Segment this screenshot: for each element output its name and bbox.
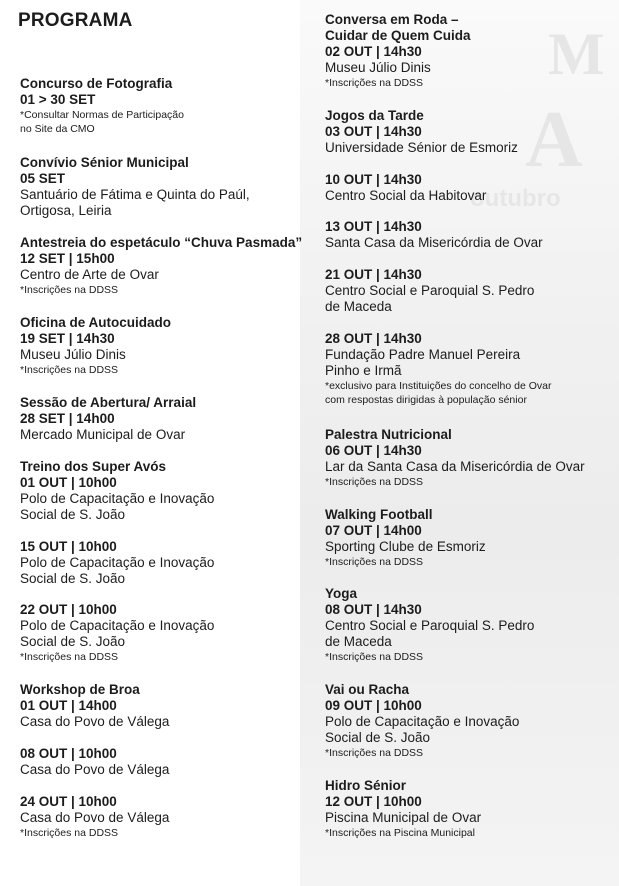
event-name: Conversa em Roda – — [325, 12, 459, 27]
event-place: de Maceda — [325, 299, 392, 314]
event-note: *Inscrições na Piscina Municipal — [325, 827, 475, 839]
event-name: Convívio Sénior Municipal — [20, 155, 189, 170]
event-date: 01 > 30 SET — [20, 92, 96, 107]
event-place: Mercado Municipal de Ovar — [20, 427, 186, 442]
background-letter-a: A — [525, 96, 583, 184]
event-place: Centro Social e Paroquial S. Pedro — [325, 618, 535, 633]
event-note: *Inscrições na DDSS — [20, 651, 119, 663]
event-note: *Inscrições na DDSS — [325, 77, 424, 89]
event-jogos-session-3 — [325, 219, 615, 251]
event-palestra-nutricional — [325, 427, 615, 489]
event-name: Antestreia do espetáculo “Chuva Pasmada” — [20, 235, 303, 250]
background-word: outubro — [470, 185, 561, 212]
event-oficina-autocuidado — [20, 315, 305, 377]
event-date: 12 SET | 15h00 — [20, 251, 115, 266]
event-date: 01 OUT | 14h00 — [20, 698, 117, 713]
event-place: Lar da Santa Casa da Misericórdia de Ovar — [325, 459, 585, 474]
event-note: *Inscrições na DDSS — [20, 827, 119, 839]
event-place: Casa do Povo de Válega — [20, 810, 170, 825]
event-note: no Site da CMO — [20, 123, 95, 135]
page-title: PROGRAMA — [18, 10, 133, 31]
event-name: Treino dos Super Avós — [20, 459, 167, 474]
event-name: Hidro Sénior — [325, 778, 407, 793]
event-place: Sporting Clube de Esmoriz — [325, 539, 486, 554]
event-date: 02 OUT | 14h30 — [325, 44, 422, 59]
event-note: *Consultar Normas de Participação — [20, 109, 184, 121]
event-treino-session-2 — [20, 539, 305, 587]
event-walking-football — [325, 507, 615, 569]
event-name: Workshop de Broa — [20, 682, 140, 697]
event-jogos-session-2 — [325, 172, 615, 204]
event-name: Walking Football — [325, 507, 433, 522]
event-place: Polo de Capacitação e Inovação — [20, 491, 215, 506]
event-name: Cuidar de Quem Cuida — [325, 28, 471, 43]
event-name: Concurso de Fotografia — [20, 76, 173, 91]
event-workshop-broa — [20, 682, 305, 730]
event-note: *Inscrições na DDSS — [20, 284, 119, 296]
event-place: Museu Júlio Dinis — [325, 60, 431, 75]
event-place: Universidade Sénior de Esmoriz — [325, 140, 518, 155]
event-convivio-senior — [20, 155, 305, 219]
event-place: de Maceda — [325, 634, 392, 649]
event-place: Casa do Povo de Válega — [20, 762, 170, 777]
event-broa-session-3 — [20, 794, 305, 840]
event-name: Sessão de Abertura/ Arraial — [20, 395, 197, 410]
event-name: Jogos da Tarde — [325, 108, 424, 123]
event-date: 21 OUT | 14h30 — [325, 267, 422, 282]
event-date: 08 OUT | 14h30 — [325, 602, 422, 617]
event-broa-session-2 — [20, 746, 305, 778]
event-note: *Inscrições na DDSS — [325, 476, 424, 488]
event-place: Social de S. João — [20, 634, 126, 649]
event-date: 06 OUT | 14h30 — [325, 443, 422, 458]
event-place: Social de S. João — [325, 730, 431, 745]
event-concurso-fotografia — [20, 76, 305, 136]
event-date: 01 OUT | 10h00 — [20, 475, 117, 490]
event-place: Polo de Capacitação e Inovação — [325, 714, 520, 729]
event-name: Vai ou Racha — [325, 682, 410, 697]
event-date: 28 SET | 14h00 — [20, 411, 115, 426]
event-date: 09 OUT | 10h00 — [325, 698, 422, 713]
event-jogos-da-tarde — [325, 108, 615, 156]
event-note: *Inscrições na DDSS — [20, 364, 119, 376]
event-date: 28 OUT | 14h30 — [325, 331, 422, 346]
event-name: Oficina de Autocuidado — [20, 315, 172, 330]
event-place: Centro Social da Habitovar — [325, 188, 487, 203]
event-place: Ortigosa, Leiria — [20, 203, 112, 218]
event-date: 05 SET — [20, 171, 66, 186]
event-place: Fundação Padre Manuel Pereira — [325, 347, 521, 362]
event-note: *Inscrições na DDSS — [325, 747, 424, 759]
event-name: Palestra Nutricional — [325, 427, 452, 442]
event-note: *Inscrições na DDSS — [325, 651, 424, 663]
event-jogos-session-4 — [325, 267, 615, 315]
event-note: com respostas dirigidas à população sénior — [325, 394, 527, 406]
event-jogos-session-5 — [325, 331, 615, 407]
event-place: Casa do Povo de Válega — [20, 714, 170, 729]
event-place: Social de S. João — [20, 507, 126, 522]
event-date: 10 OUT | 14h30 — [325, 172, 422, 187]
event-date: 22 OUT | 10h00 — [20, 602, 117, 617]
event-place: Centro Social e Paroquial S. Pedro — [325, 283, 535, 298]
event-date: 08 OUT | 10h00 — [20, 746, 117, 761]
event-hidro-senior — [325, 778, 615, 840]
event-treino-session-3 — [20, 602, 305, 664]
event-place: Santuário de Fátima e Quinta do Paúl, — [20, 187, 250, 202]
event-sessao-abertura — [20, 395, 305, 443]
event-antestreia — [20, 235, 305, 297]
event-date: 24 OUT | 10h00 — [20, 794, 117, 809]
event-conversa-em-roda — [325, 12, 615, 90]
event-yoga — [325, 586, 615, 664]
event-name: Yoga — [325, 586, 358, 601]
event-place: Santa Casa da Misericórdia de Ovar — [325, 235, 543, 250]
event-place: Piscina Municipal de Ovar — [325, 810, 482, 825]
event-date: 07 OUT | 14h00 — [325, 523, 422, 538]
event-place: Social de S. João — [20, 571, 126, 586]
event-date: 15 OUT | 10h00 — [20, 539, 117, 554]
event-vai-ou-racha — [325, 682, 615, 760]
event-place: Pinho e Irmã — [325, 363, 402, 378]
event-place: Museu Júlio Dinis — [20, 347, 126, 362]
event-place: Polo de Capacitação e Inovação — [20, 618, 215, 633]
event-date: 19 SET | 14h30 — [20, 331, 115, 346]
event-date: 13 OUT | 14h30 — [325, 219, 422, 234]
event-date: 03 OUT | 14h30 — [325, 124, 422, 139]
event-place: Centro de Arte de Ovar — [20, 267, 159, 282]
background-letter-m: M — [548, 21, 605, 87]
event-note: *exclusivo para Instituições do concelho de Ovar — [325, 380, 552, 392]
event-treino-super-avos — [20, 459, 305, 523]
event-place: Polo de Capacitação e Inovação — [20, 555, 215, 570]
event-note: *Inscrições na DDSS — [325, 556, 424, 568]
event-date: 12 OUT | 10h00 — [325, 794, 422, 809]
